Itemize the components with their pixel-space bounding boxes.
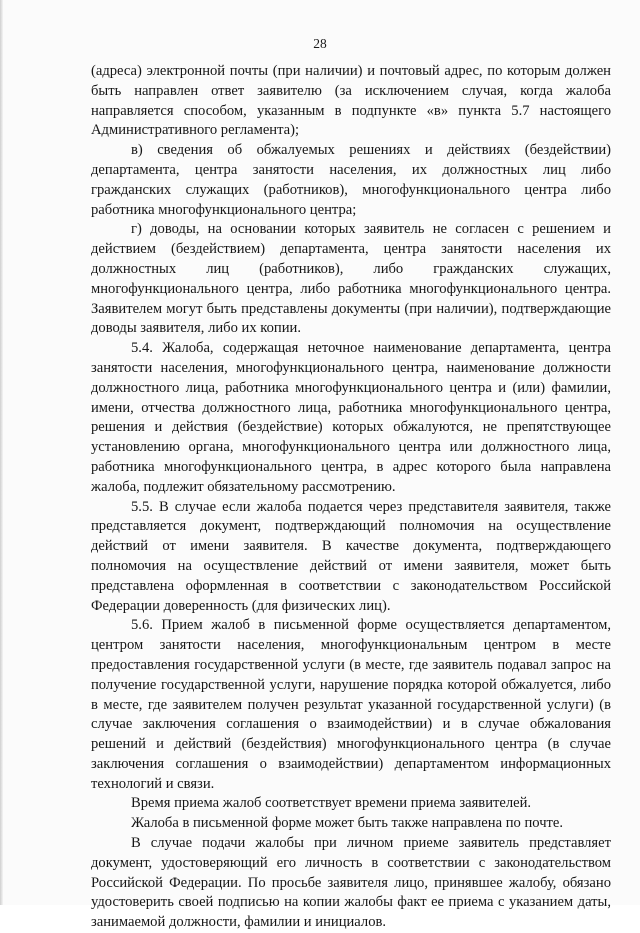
paragraph-reception-time: Время приема жалоб соответствует времени приема заявителей. — [131, 795, 532, 812]
paragraph-item-g: г) доводы, на основании которых заявитель не согласен с решением и действием (бездействием) департамента, центра занятости населения их должностных лиц (работников), либо гражданских служащих, многофункционального центра, либо работника многофункционального центра. Заявителем могут быть представлены документы (при наличии), подтверждающие доводы заявителя, либо их копии. — [91, 221, 611, 337]
paragraph-mail-submission: Жалоба в письменной форме может быть также направлена по почте. — [131, 815, 564, 832]
paragraph-5-4: 5.4. Жалоба, содержащая неточное наименование департамента, центра занятости населения, многофункционального центра, наименование должности должностного лица, работника многофункционального центра и (или) фамилии, имени, отчества должностного лица, работника многофункционального центра, решения и действия (бездействие) которых обжалуются, не препятствующее установлению органа, многофункционального центра или должностного лица, работника многофункционального центра, в адрес которого была направлена жалоба, подлежит обязательному рассмотрению. — [91, 340, 611, 495]
paragraph-personal-submission: В случае подачи жалобы при личном приеме заявитель представляет документ, удостоверяющий его личность в соответствии с законодательством Российской Федерации. По просьбе заявителя лицо, принявшее жалобу, обязано удостоверить своей подписью на копии жалобы факт ее приема с указанием даты, занимаемой должности, фамилии и инициалов. — [91, 835, 611, 931]
paragraph-item-v: в) сведения об обжалуемых решениях и действиях (бездействии) департамента, центра занятости населения, их должностных лиц либо гражданских служащих (работников), многофункционального центра либо работника многофункционального центра; — [91, 142, 611, 218]
paragraph-5-5: 5.5. В случае если жалоба подается через представителя заявителя, также представляется документ, подтверждающий полномочия на осуществление действий от имени заявителя. В качестве документа, подтверждающего полномочия на осуществление действий от имени заявителя, может быть представлена оформленная в соответствии с законодательством Российской Федерации доверенность (для физических лиц). — [91, 498, 611, 614]
document-body — [91, 62, 611, 933]
scan-edge — [0, 0, 3, 905]
paragraph-contact-address: (адреса) электронной почты (при наличии) и почтовый адрес, по которым должен быть направлен ответ заявителю (за исключением случая, когда жалоба направляется способом, указанным в подпункте «в» пункта 5.7 настоящего Административного регламента); — [91, 63, 611, 139]
page-number: 28 — [313, 36, 327, 51]
paragraph-5-6: 5.6. Прием жалоб в письменной форме осуществляется департаментом, центром занятости населения, многофункциональным центром в месте предоставления государственной услуги (в месте, где заявитель подавал запрос на получение государственной услуги, нарушение порядка которой обжалуется, либо в месте, где заявителем получен результат указанной государственной услуги) (в случае заключения соглашения о взаимодействии) и в случае обжалования решений и действий (бездействия) многофункционального центра (в случае заключения соглашения о взаимодействии) департаментом информационных технологий и связи. — [91, 617, 611, 792]
